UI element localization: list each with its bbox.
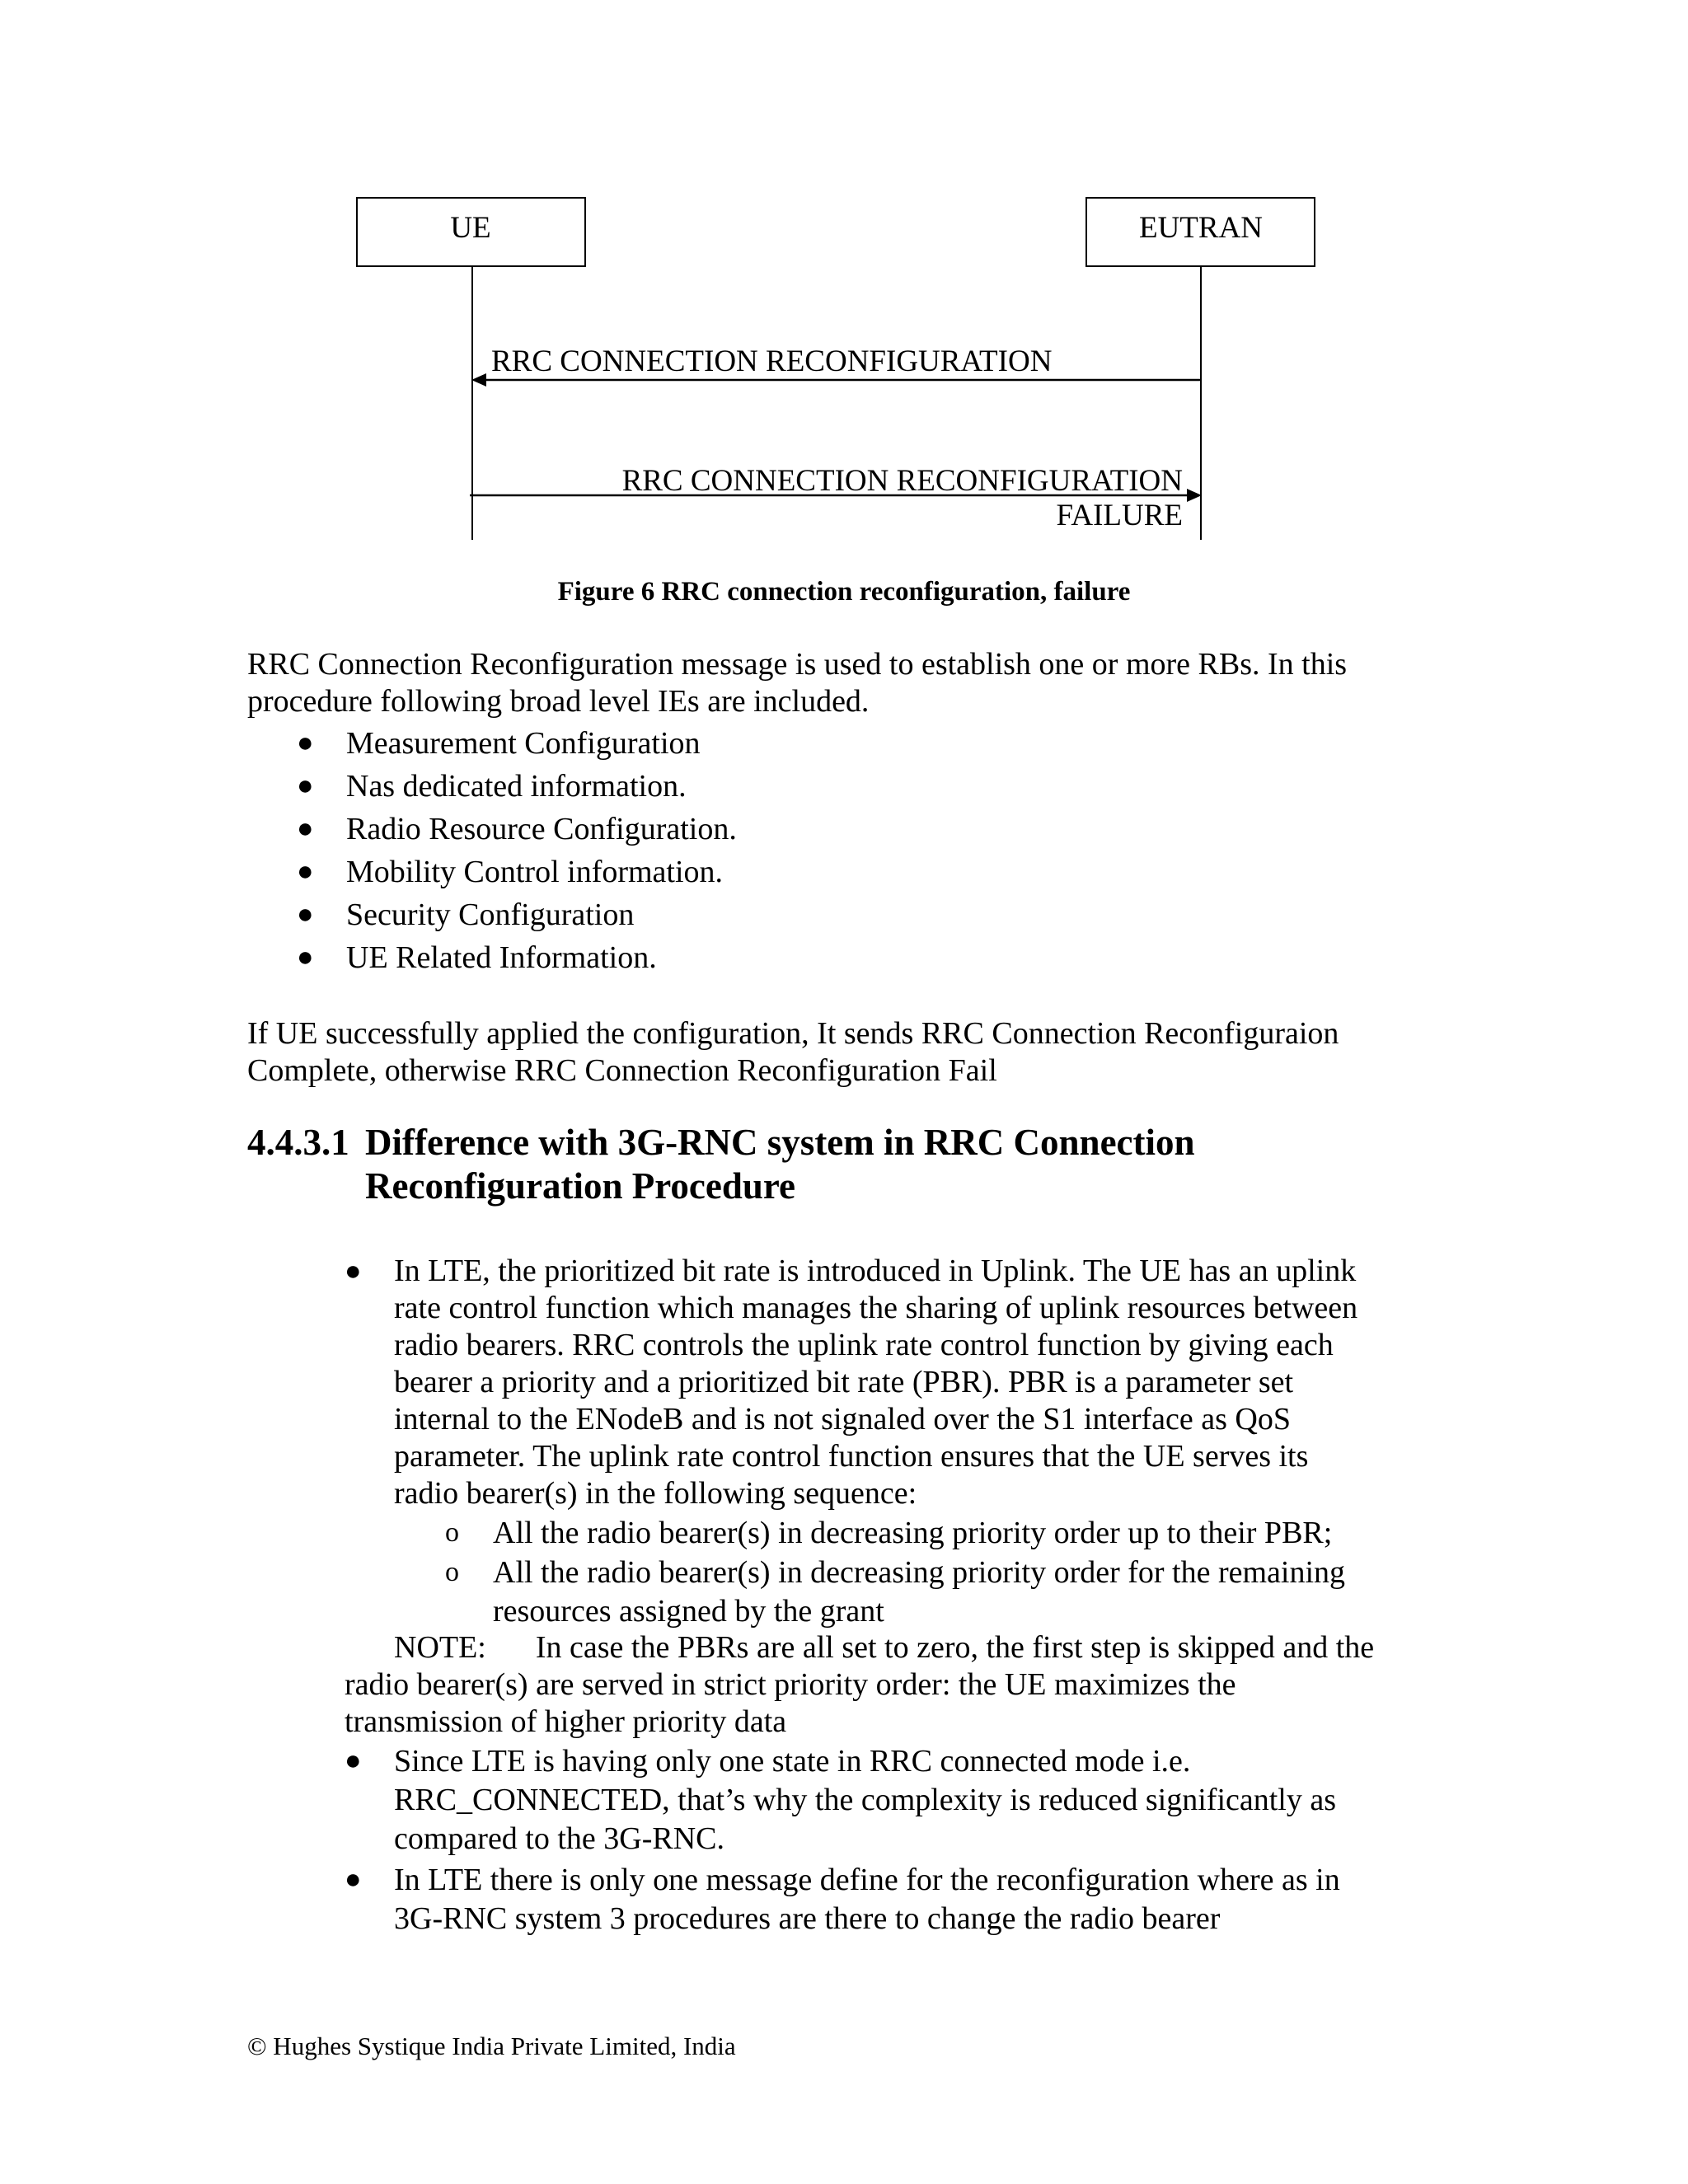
- bullet-icon: ●: [345, 1746, 362, 1776]
- note-label: NOTE:: [394, 1630, 486, 1665]
- diff-bullet-1-line: rate control function which manages the sharing of uplink resources between: [394, 1291, 1358, 1325]
- eutran-label: EUTRAN: [1138, 211, 1264, 245]
- ue-label: UE: [450, 211, 491, 245]
- list-item: [247, 893, 737, 936]
- diff-bullet-1: [394, 1253, 1424, 1512]
- intro-paragraph: [247, 646, 1442, 720]
- note-line-2: radio bearer(s) are served in strict priority order: the UE maximizes the: [345, 1667, 1236, 1702]
- list-item-text: UE Related Information.: [346, 940, 657, 975]
- note-text: In case the PBRs are all set to zero, the first step is skipped and the: [535, 1630, 1375, 1665]
- list-item: [247, 936, 737, 979]
- circle-bullet-icon: o: [445, 1557, 459, 1587]
- list-item-text: Radio Resource Configuration.: [346, 812, 737, 846]
- diff-bullet-1-line: parameter. The uplink rate control function ensures that the UE serves its: [394, 1439, 1309, 1474]
- diff-bullet-1-line: radio bearer(s) in the following sequence:: [394, 1476, 917, 1511]
- list-item: [247, 765, 737, 808]
- sub-item-2-line-2: resources assigned by the grant: [493, 1594, 884, 1629]
- message-1-arrowhead: [471, 373, 486, 387]
- bullet-icon: ●: [345, 1256, 362, 1286]
- diff-bullet-1-line: internal to the ENodeB and is not signaled over the S1 interface as QoS: [394, 1402, 1292, 1436]
- message-2-label-line2: FAILURE: [1056, 499, 1183, 532]
- result-paragraph: [247, 1015, 1442, 1090]
- result-line-2: Complete, otherwise RRC Connection Reconfiguration Fail: [247, 1053, 997, 1088]
- section-title-line-2: Reconfiguration Procedure: [365, 1165, 796, 1207]
- note-line-1: [345, 1629, 1449, 1666]
- diff-bullet-1-line: radio bearers. RRC controls the uplink rate control function by giving each: [394, 1328, 1334, 1362]
- note-block: [345, 1629, 1449, 1741]
- result-line-1: If UE successfully applied the configuration, It sends RRC Connection Reconfiguraion: [247, 1016, 1339, 1051]
- figure-caption: Figure 6 RRC connection reconfiguration, failure: [557, 577, 1131, 607]
- intro-line-2: procedure following broad level IEs are included.: [247, 684, 870, 719]
- sequence-diagram: [0, 0, 1688, 577]
- diff-bullet-3-line: In LTE there is only one message define for the reconfiguration where as in: [394, 1863, 1340, 1897]
- bullet-icon: ●: [297, 899, 314, 930]
- circle-bullet-icon: o: [445, 1517, 459, 1548]
- diff-bullet-2-line: compared to the 3G-RNC.: [394, 1821, 725, 1856]
- list-item: [247, 808, 737, 851]
- list-item: [247, 851, 737, 893]
- diff-bullet-1-line: bearer a priority and a prioritized bit rate (PBR). PBR is a parameter set: [394, 1365, 1294, 1399]
- diff-bullet-2-line: RRC_CONNECTED, that’s why the complexity is reduced significantly as: [394, 1783, 1337, 1817]
- bullet-icon: ●: [345, 1864, 362, 1895]
- sub-item-2: [493, 1554, 1441, 1631]
- diff-bullet-1-line: In LTE, the prioritized bit rate is introduced in Uplink. The UE has an uplink: [394, 1254, 1357, 1288]
- list-item: [247, 722, 737, 765]
- bullet-icon: ●: [297, 813, 314, 844]
- message-2-arrowhead: [1187, 489, 1202, 502]
- section-title-line-1: Difference with 3G-RNC system in RRC Connection: [365, 1122, 1195, 1163]
- list-item-text: Measurement Configuration: [346, 726, 701, 761]
- message-2-label-line1: RRC CONNECTION RECONFIGURATION: [621, 464, 1183, 498]
- diff-bullet-3: [394, 1861, 1424, 1938]
- message-1-label: RRC CONNECTION RECONFIGURATION: [491, 344, 1053, 378]
- sub-item-1: All the radio bearer(s) in decreasing priority order up to their PBR;: [493, 1516, 1333, 1550]
- list-item-text: Mobility Control information.: [346, 855, 724, 889]
- page-footer: © Hughes Systique India Private Limited, India: [247, 2032, 736, 2060]
- bullet-icon: ●: [297, 942, 314, 972]
- bullet-icon: ●: [297, 728, 314, 758]
- bullet-icon: ●: [297, 856, 314, 887]
- ie-bullet-list: [247, 722, 737, 979]
- bullet-icon: ●: [297, 771, 314, 801]
- sub-item-2-line-1: All the radio bearer(s) in decreasing priority order for the remaining: [493, 1555, 1346, 1590]
- intro-line-1: RRC Connection Reconfiguration message is used to establish one or more RBs. In this: [247, 647, 1348, 682]
- section-title: [365, 1121, 1354, 1208]
- list-item-text: Nas dedicated information.: [346, 769, 687, 804]
- diff-bullet-2: [394, 1742, 1424, 1858]
- list-item-text: Security Configuration: [346, 898, 635, 932]
- section-number: 4.4.3.1: [247, 1122, 349, 1163]
- diff-bullet-2-line: Since LTE is having only one state in RRC connected mode i.e.: [394, 1744, 1191, 1779]
- diff-bullet-3-line: 3G-RNC system 3 procedures are there to change the radio bearer: [394, 1901, 1221, 1936]
- note-line-3: transmission of higher priority data: [345, 1704, 787, 1739]
